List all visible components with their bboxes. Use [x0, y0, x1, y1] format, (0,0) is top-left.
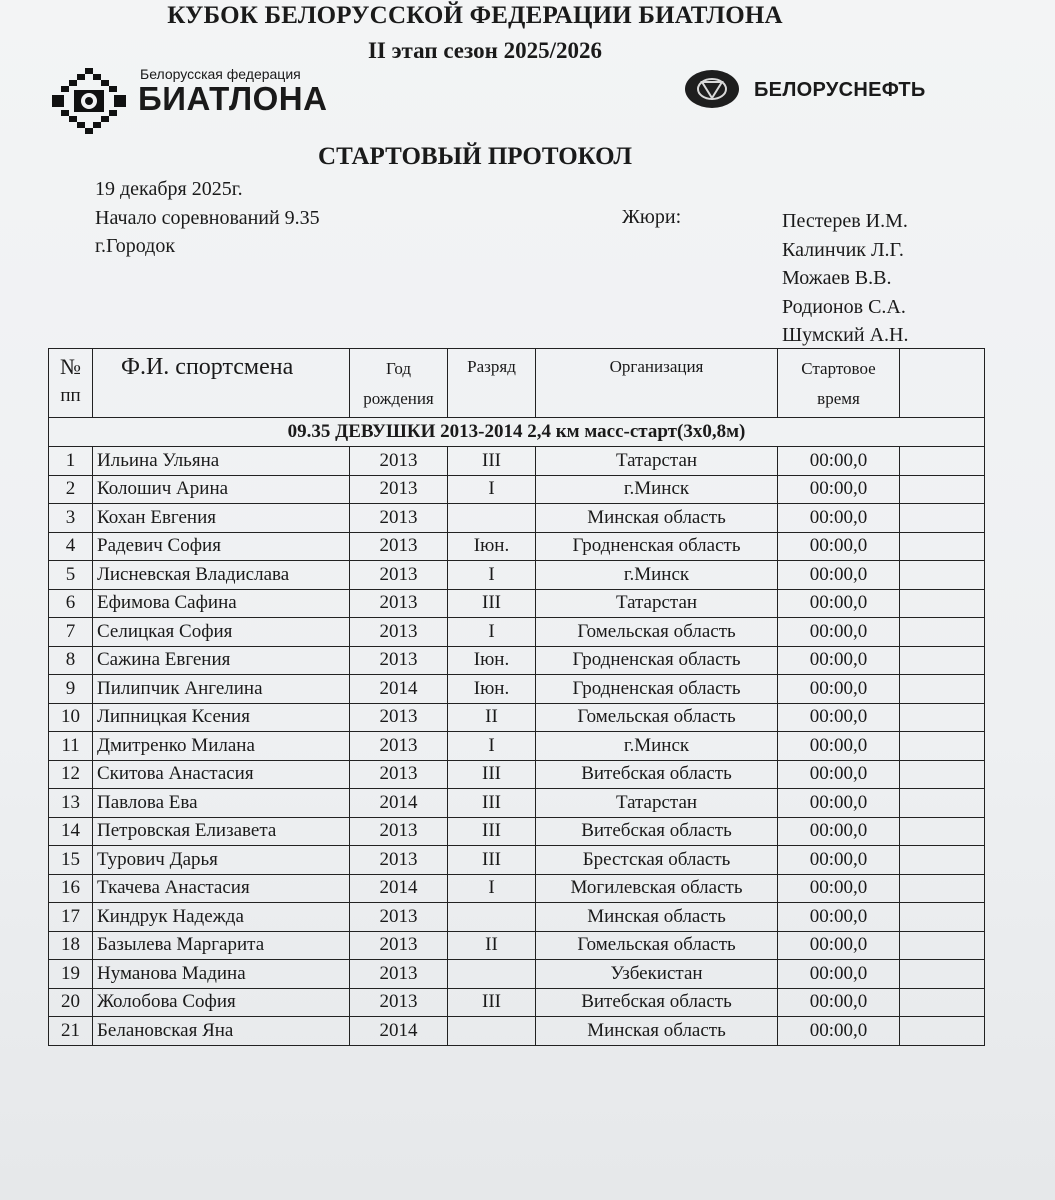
cell-org: Могилевская область: [536, 874, 778, 903]
cell-year: 2014: [350, 789, 448, 818]
cell-year: 2013: [350, 561, 448, 590]
cell-no: 13: [49, 789, 93, 818]
cell-rank: III: [448, 447, 536, 476]
table-row: [49, 874, 985, 903]
cell-name: Лисневская Владислава: [93, 561, 350, 590]
header-year-bottom: рождения: [363, 389, 434, 408]
table-row: [49, 589, 985, 618]
cell-rank: Iюн.: [448, 646, 536, 675]
table-row: [49, 561, 985, 590]
cell-no: 18: [49, 931, 93, 960]
cell-no: 2: [49, 475, 93, 504]
jury-member: Можаев В.В.: [782, 267, 892, 289]
cell-start-time: 00:00,0: [778, 475, 900, 504]
jury-member: Пестерев И.М.: [782, 210, 908, 232]
table-row: [49, 988, 985, 1017]
cell-start-time: 00:00,0: [778, 447, 900, 476]
cell-year: 2013: [350, 931, 448, 960]
cell-name: Жолобова София: [93, 988, 350, 1017]
cell-no: 7: [49, 618, 93, 647]
cell-name: Ильина Ульяна: [93, 447, 350, 476]
cell-year: 2013: [350, 504, 448, 533]
table-row: [49, 532, 985, 561]
cell-org: Минская область: [536, 1017, 778, 1046]
cell-extra: [900, 504, 985, 533]
cell-start-time: 00:00,0: [778, 732, 900, 761]
table-row: [49, 817, 985, 846]
cell-rank: I: [448, 732, 536, 761]
cell-start-time: 00:00,0: [778, 846, 900, 875]
cell-extra: [900, 561, 985, 590]
cell-org: Витебская область: [536, 760, 778, 789]
header-time: [778, 349, 900, 418]
event-title: 09.35 ДЕВУШКИ 2013-2014 2,4 км масс-старт(3х0,8м): [49, 418, 985, 447]
cell-extra: [900, 874, 985, 903]
cell-start-time: 00:00,0: [778, 646, 900, 675]
cell-org: Татарстан: [536, 789, 778, 818]
cell-extra: [900, 618, 985, 647]
cell-start-time: 00:00,0: [778, 703, 900, 732]
cell-rank: III: [448, 846, 536, 875]
cell-name: Петровская Елизавета: [93, 817, 350, 846]
cell-no: 19: [49, 960, 93, 989]
table-row: [49, 703, 985, 732]
table-row: [49, 646, 985, 675]
cell-year: 2013: [350, 475, 448, 504]
cell-org: Витебская область: [536, 817, 778, 846]
cell-rank: III: [448, 589, 536, 618]
event-row: [49, 418, 985, 447]
cell-year: 2013: [350, 646, 448, 675]
table-row: [49, 960, 985, 989]
header-time-top: Стартовое: [801, 359, 876, 378]
cell-org: Гомельская область: [536, 703, 778, 732]
cell-org: Гродненская область: [536, 675, 778, 704]
cell-year: 2013: [350, 732, 448, 761]
cell-org: Гомельская область: [536, 618, 778, 647]
cell-org: Витебская область: [536, 988, 778, 1017]
header-year: [350, 349, 448, 418]
federation-name: БИАТЛОНА: [138, 80, 328, 117]
cell-year: 2014: [350, 1017, 448, 1046]
cell-extra: [900, 1017, 985, 1046]
cell-year: 2013: [350, 618, 448, 647]
table-row: [49, 903, 985, 932]
cell-start-time: 00:00,0: [778, 988, 900, 1017]
table-row: [49, 1017, 985, 1046]
ornament-icon: [52, 68, 126, 134]
jury-list: [782, 207, 908, 350]
cell-year: 2013: [350, 817, 448, 846]
table-row: [49, 760, 985, 789]
cell-no: 1: [49, 447, 93, 476]
cell-org: Минская область: [536, 903, 778, 932]
cell-start-time: 00:00,0: [778, 618, 900, 647]
cell-extra: [900, 817, 985, 846]
cell-org: Минская область: [536, 504, 778, 533]
cell-name: Колошич Арина: [93, 475, 350, 504]
cell-rank: [448, 504, 536, 533]
cell-rank: II: [448, 703, 536, 732]
table-row: [49, 675, 985, 704]
cell-rank: Iюн.: [448, 532, 536, 561]
cell-extra: [900, 475, 985, 504]
cell-rank: [448, 903, 536, 932]
header-org: Организация: [536, 349, 778, 418]
cell-name: Турович Дарья: [93, 846, 350, 875]
cell-org: Гродненская область: [536, 646, 778, 675]
jury-member: Шумский А.Н.: [782, 324, 909, 346]
cell-start-time: 00:00,0: [778, 532, 900, 561]
cell-name: Базылева Маргарита: [93, 931, 350, 960]
cell-extra: [900, 988, 985, 1017]
cell-org: Узбекистан: [536, 960, 778, 989]
cell-extra: [900, 903, 985, 932]
cell-extra: [900, 760, 985, 789]
cell-no: 20: [49, 988, 93, 1017]
cell-name: Селицкая София: [93, 618, 350, 647]
cell-no: 15: [49, 846, 93, 875]
cell-start-time: 00:00,0: [778, 589, 900, 618]
cell-no: 12: [49, 760, 93, 789]
cell-rank: III: [448, 817, 536, 846]
cell-rank: III: [448, 789, 536, 818]
cell-org: Татарстан: [536, 589, 778, 618]
cell-start-time: 00:00,0: [778, 903, 900, 932]
table-row: [49, 732, 985, 761]
cell-extra: [900, 703, 985, 732]
cell-rank: I: [448, 874, 536, 903]
table-row: [49, 475, 985, 504]
jury-member: Родионов С.А.: [782, 295, 906, 318]
cell-extra: [900, 732, 985, 761]
header-no-top: №: [60, 354, 81, 379]
table-row: [49, 789, 985, 818]
cell-no: 11: [49, 732, 93, 761]
cell-rank: III: [448, 988, 536, 1017]
cell-start-time: 00:00,0: [778, 817, 900, 846]
cell-no: 6: [49, 589, 93, 618]
cell-rank: II: [448, 931, 536, 960]
cell-org: г.Минск: [536, 732, 778, 761]
cell-no: 16: [49, 874, 93, 903]
cell-name: Дмитренко Милана: [93, 732, 350, 761]
cell-extra: [900, 646, 985, 675]
cell-no: 21: [49, 1017, 93, 1046]
table-row: [49, 931, 985, 960]
cell-extra: [900, 931, 985, 960]
cell-start-time: 00:00,0: [778, 931, 900, 960]
sponsor-logo: [684, 68, 974, 118]
stage-title: II этап сезон 2025/2026: [367, 38, 603, 63]
cell-year: 2013: [350, 903, 448, 932]
event-place: г.Городок: [95, 235, 176, 257]
cell-name: Пилипчик Ангелина: [93, 675, 350, 704]
cell-name: Белановская Яна: [93, 1017, 350, 1046]
cell-year: 2013: [350, 589, 448, 618]
cell-year: 2013: [350, 703, 448, 732]
cell-year: 2013: [350, 447, 448, 476]
cell-year: 2013: [350, 532, 448, 561]
cell-extra: [900, 846, 985, 875]
cell-name: Липницкая Ксения: [93, 703, 350, 732]
cell-rank: I: [448, 618, 536, 647]
cell-start-time: 00:00,0: [778, 561, 900, 590]
cell-year: 2013: [350, 760, 448, 789]
cell-no: 3: [49, 504, 93, 533]
start-list-table: [48, 348, 985, 1046]
cell-year: 2013: [350, 846, 448, 875]
cell-no: 14: [49, 817, 93, 846]
table-row: [49, 618, 985, 647]
cell-start-time: 00:00,0: [778, 504, 900, 533]
cell-name: Нуманова Мадина: [93, 960, 350, 989]
cell-extra: [900, 589, 985, 618]
header-name: Ф.И. спортсмена: [93, 349, 350, 418]
cell-rank: I: [448, 561, 536, 590]
belorusneft-emblem-icon: [684, 68, 740, 110]
federation-subtitle: Белорусская федерация: [140, 66, 301, 82]
cell-rank: [448, 960, 536, 989]
table-row: [49, 447, 985, 476]
cell-no: 9: [49, 675, 93, 704]
cell-start-time: 00:00,0: [778, 874, 900, 903]
table-row: [49, 504, 985, 533]
cell-extra: [900, 789, 985, 818]
cell-no: 17: [49, 903, 93, 932]
cell-name: Скитова Анастасия: [93, 760, 350, 789]
cell-rank: [448, 1017, 536, 1046]
cell-no: 8: [49, 646, 93, 675]
cell-org: Татарстан: [536, 447, 778, 476]
cell-start-time: 00:00,0: [778, 960, 900, 989]
cell-org: Гродненская область: [536, 532, 778, 561]
cell-no: 5: [49, 561, 93, 590]
cell-no: 10: [49, 703, 93, 732]
cell-name: Ефимова Сафина: [93, 589, 350, 618]
cell-year: 2013: [350, 960, 448, 989]
cell-year: 2014: [350, 675, 448, 704]
cell-name: Киндрук Надежда: [93, 903, 350, 932]
table-header-row: [49, 349, 985, 418]
header-rank: Разряд: [448, 349, 536, 418]
cup-title: КУБОК БЕЛОРУССКОЙ ФЕДЕРАЦИИ БИАТЛОНА: [167, 2, 783, 29]
table-row: [49, 846, 985, 875]
header-no-bottom: пп: [60, 385, 81, 406]
federation-logo: [52, 66, 342, 136]
cell-extra: [900, 532, 985, 561]
cell-year: 2014: [350, 874, 448, 903]
cell-start-time: 00:00,0: [778, 760, 900, 789]
cell-rank: I: [448, 475, 536, 504]
cell-start-time: 00:00,0: [778, 1017, 900, 1046]
cell-name: Сажина Евгения: [93, 646, 350, 675]
cell-no: 4: [49, 532, 93, 561]
cell-start-time: 00:00,0: [778, 675, 900, 704]
cell-org: Гомельская область: [536, 931, 778, 960]
header-year-top: Год: [386, 359, 411, 378]
header-time-bottom: время: [817, 389, 860, 408]
cell-rank: III: [448, 760, 536, 789]
cell-extra: [900, 960, 985, 989]
header-no: [49, 349, 93, 418]
protocol-heading: СТАРТОВЫЙ ПРОТОКОЛ: [318, 143, 632, 170]
cell-name: Радевич София: [93, 532, 350, 561]
cell-rank: Iюн.: [448, 675, 536, 704]
cell-extra: [900, 447, 985, 476]
cell-name: Кохан Евгения: [93, 504, 350, 533]
jury-member: Калинчик Л.Г.: [782, 238, 904, 261]
cell-start-time: 00:00,0: [778, 789, 900, 818]
sponsor-name: БЕЛОРУСНЕФТЬ: [754, 79, 926, 101]
jury-label: Жюри:: [622, 206, 682, 228]
cell-year: 2013: [350, 988, 448, 1017]
header-extra: [900, 349, 985, 418]
event-date: 19 декабря 2025г.: [95, 178, 243, 200]
cell-org: г.Минск: [536, 475, 778, 504]
start-time-info: Начало соревнований 9.35: [95, 207, 320, 229]
cell-name: Ткачева Анастасия: [93, 874, 350, 903]
cell-org: Брестская область: [536, 846, 778, 875]
cell-name: Павлова Ева: [93, 789, 350, 818]
cell-org: г.Минск: [536, 561, 778, 590]
cell-extra: [900, 675, 985, 704]
